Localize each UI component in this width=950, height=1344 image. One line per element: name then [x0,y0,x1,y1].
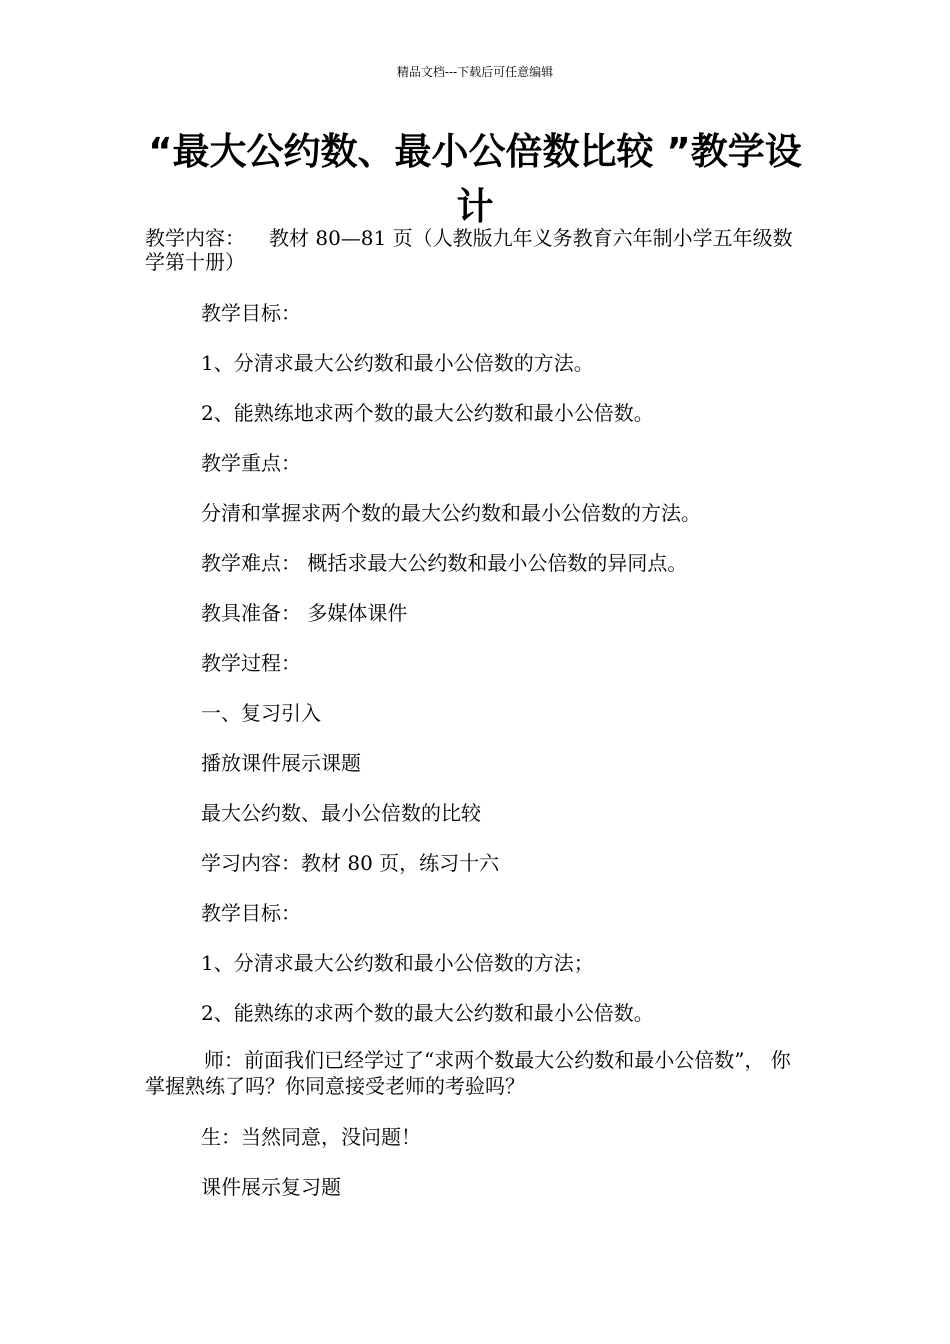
teaching-content-intro [145,226,810,274]
paragraph-teaching-aids: 教具准备： 多媒体课件 [201,601,408,625]
paragraph-review-exercise: 课件展示复习题 [201,1175,341,1199]
page-header: 精品文档---下载后可任意编辑 [396,65,554,79]
paragraph-difficulty: 教学难点： 概括求最大公约数和最小公倍数的异同点。 [201,551,688,575]
paragraph-key-points: 分清和掌握求两个数的最大公约数和最小公倍数的方法。 [201,501,701,525]
paragraph-objective-2: 2、能熟练地求两个数的最大公约数和最小公倍数。 [201,401,654,425]
paragraph-student-dialogue: 生：当然同意，没问题！ [201,1125,421,1149]
paragraph-learning-content: 学习内容：教材 80 页，练习十六 [201,851,500,875]
paragraph-key-points-heading: 教学重点： [201,451,301,475]
paragraph-topic: 最大公约数、最小公倍数的比较 [201,801,481,825]
paragraph-objectives-heading: 教学目标： [201,301,301,325]
paragraph-objective-1b: 1、分清求最大公约数和最小公倍数的方法； [201,951,594,975]
paragraph-section-review: 一、复习引入 [201,701,321,725]
paragraph-objective-1: 1、分清求最大公约数和最小公倍数的方法。 [201,351,594,375]
paragraph-teacher-dialogue: 师：前面我们已经学过了“求两个数最大公约数和最小公倍数”， 你掌握熟练了吗？你同意接受老师的考验吗？ [145,1048,791,1098]
teaching-content-label: 教学内容： [145,226,245,250]
paragraph-show-topic: 播放课件展示课题 [201,751,361,775]
teaching-content-text: 教材 80—81 页（人教版九年义务教育六年制小学五年级数学第十册） [145,226,793,274]
paragraph-process-heading: 教学过程： [201,651,301,675]
paragraph-objective-2b: 2、能熟练的求两个数的最大公约数和最小公倍数。 [201,1001,654,1025]
document-title: “最大公约数、最小公倍数比较 ”教学设计 [148,130,802,228]
paragraph-objectives-heading-2: 教学目标： [201,901,301,925]
